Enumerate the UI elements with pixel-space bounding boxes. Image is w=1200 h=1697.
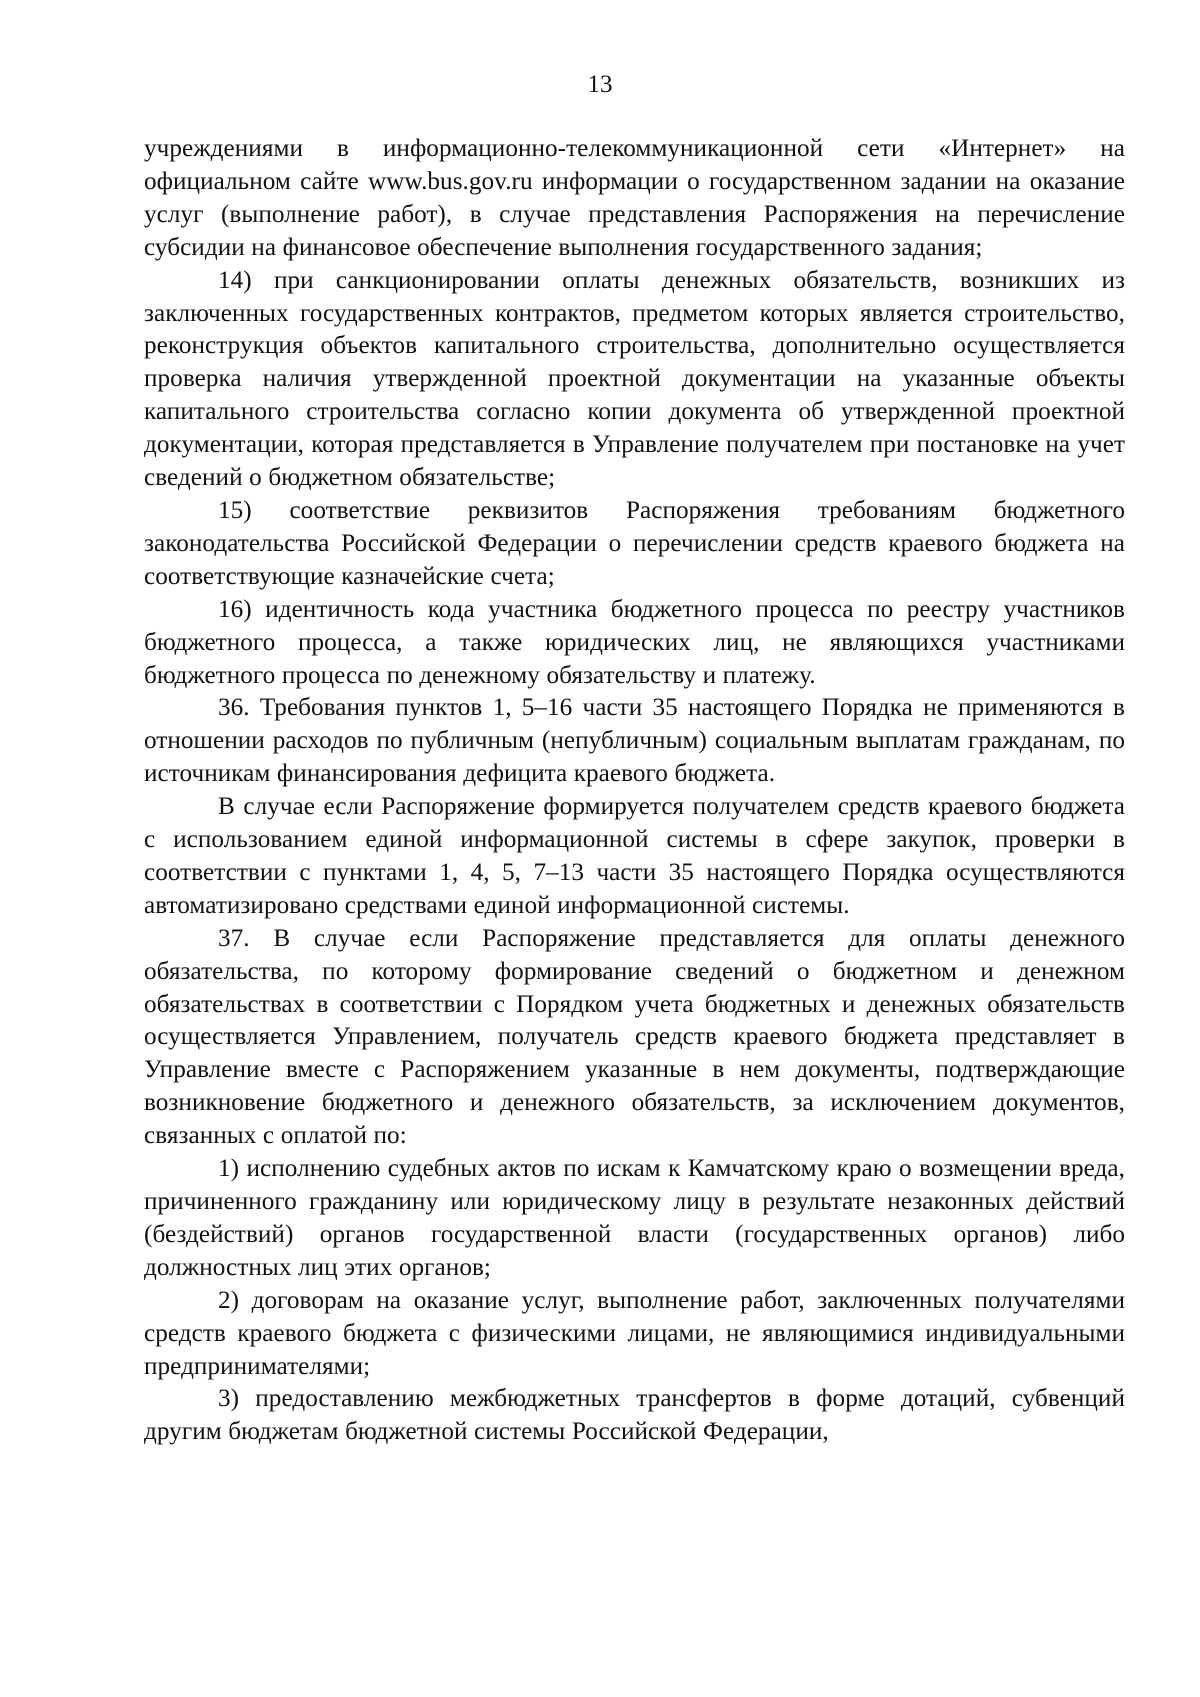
paragraph-item-15: 15) соответствие реквизитов Распоряжения требованиям бюджетного законодательства Российской Федерации о перечислении средств краевого бюджета на соответствующие казначейские счета; — [144, 496, 1125, 590]
paragraph-item-14: 14) при санкционировании оплаты денежных обязательств, возникших из заключенных государственных контрактов, предметом которых является строительство, реконструкция объектов капитального строительства, дополнительно осуществляется проверка наличия утвержденной проектной документации на указанные объекты капитального строительства согласно копии документа об утвержденной проектной документации, которая представляется в Управление получателем при постановке на учет сведений о бюджетном обязательстве; — [144, 266, 1125, 492]
paragraph-item-1: 1) исполнению судебных актов по искам к Камчатскому краю о возмещении вреда, причиненного гражданину или юридическому лицу в результате незаконных действий (бездействий) органов государственной власти (государственных органов) либо должностных лиц этих органов; — [144, 1155, 1125, 1281]
paragraph-continuation: учреждениями в информационно-телекоммуникационной сети «Интернет» на официальном сайте www.bus.gov.ru информации о государственном задании на оказание услуг (выполнение работ), в случае представления Распоряжения на перечисление субсидии на финансовое обеспечение выполнения государственного задания; — [144, 135, 1125, 261]
page-number: 13 — [587, 71, 613, 98]
paragraph-section-36: 36. Требования пунктов 1, 5–16 части 35 настоящего Порядка не применяются в отношении расходов по публичным (непубличным) социальным выплатам гражданам, по источникам финансирования дефицита краевого бюджета. — [144, 694, 1125, 788]
paragraph-item-3: 3) предоставлению межбюджетных трансфертов в форме дотаций, субвенций другим бюджетам бюджетной системы Российской Федерации, — [144, 1385, 1125, 1446]
document-body — [144, 133, 1125, 1449]
paragraph-section-37: 37. В случае если Распоряжение представляется для оплаты денежного обязательства, по которому формирование сведений о бюджетном и денежном обязательствах в соответствии с Порядком учета бюджетных и денежных обязательств осуществляется Управлением, получатель средств краевого бюджета представляет в Управление вместе с Распоряжением указанные в нем документы, подтверждающие возникновение бюджетного и денежного обязательств, за исключением документов, связанных с оплатой по: — [144, 924, 1125, 1150]
paragraph-item-2: 2) договорам на оказание услуг, выполнение работ, заключенных получателями средств краевого бюджета с физическими лицами, не являющимися индивидуальными предпринимателями; — [144, 1286, 1125, 1380]
paragraph-item-16: 16) идентичность кода участника бюджетного процесса по реестру участников бюджетного процесса, а также юридических лиц, не являющихся участниками бюджетного процесса по денежному обязательству и платежу. — [144, 595, 1125, 689]
paragraph-section-36-note: В случае если Распоряжение формируется получателем средств краевого бюджета с использованием единой информационной системы в сфере закупок, проверки в соответствии с пунктами 1, 4, 5, 7–13 части 35 настоящего Порядка осуществляются автоматизировано средствами единой информационной системы. — [144, 793, 1125, 919]
